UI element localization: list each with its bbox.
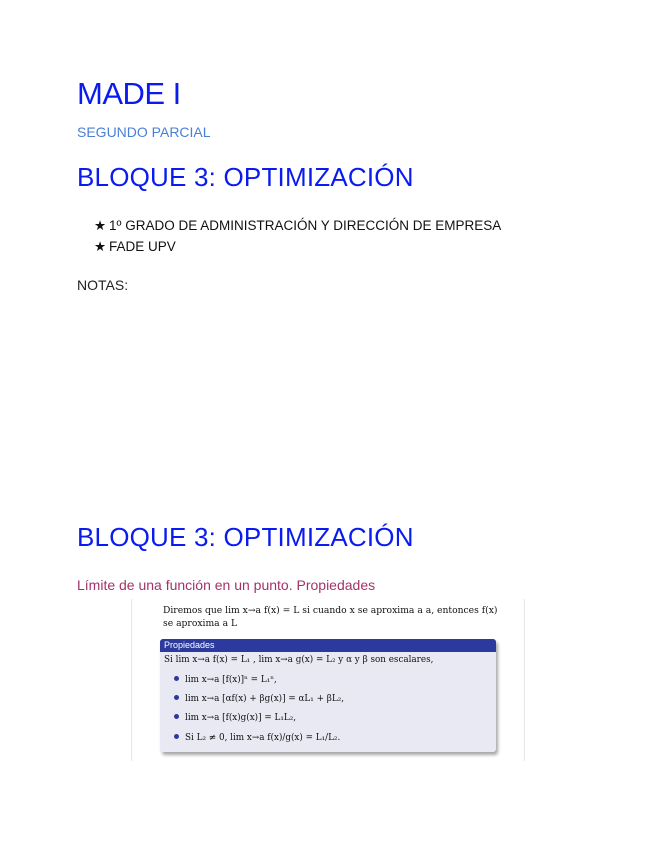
section-heading-2: BLOQUE 3: OPTIMIZACIÓN [77,522,414,552]
document-title: MADE I [77,76,181,111]
property-formula: lim x→a [αf(x) + βg(x)] = αL₁ + βL₂, [185,694,345,704]
slide-intro-line: se aproxima a L [163,618,238,629]
slide-intro-line: Diremos que lim x→a f(x) = L si cuando x se aproxima a a, entonces f(x) [163,605,498,616]
list-item [174,694,344,704]
property-formula: lim x→a [f(x)]ⁿ = L₁ⁿ, [185,675,277,685]
property-formula: Si L₂ ≠ 0, lim x→a f(x)/g(x) = L₁/L₂. [185,733,341,743]
properties-condition: Si lim x→a f(x) = L₁ , lim x→a g(x) = L₂ y α y β son escalares, [164,655,434,665]
notes-label: NOTAS: [77,277,129,293]
list-item [174,713,296,723]
star-icon: ★ [94,218,107,233]
star-icon: ★ [94,239,107,254]
properties-box-title: Propiedades [160,639,496,652]
bullet-text: 1º GRADO DE ADMINISTRACIÓN Y DIRECCIÓN DE EMPRESA [109,218,502,233]
list-item [174,675,277,685]
property-formula: lim x→a [f(x)g(x)] = L₁L₂, [185,713,297,723]
properties-box [160,639,496,752]
bullet-ball-icon [174,714,179,719]
list-item [94,215,501,236]
list-item [174,733,340,743]
bullet-ball-icon [174,734,179,739]
embedded-slide [131,599,525,761]
bullet-ball-icon [174,676,179,681]
bullet-ball-icon [174,695,179,700]
slide-intro-text [163,604,513,630]
slide-caption: Límite de una función en un punto. Propiedades [77,577,376,593]
document-subtitle: SEGUNDO PARCIAL [77,124,211,140]
section-heading-1: BLOQUE 3: OPTIMIZACIÓN [77,162,414,192]
bullet-text: FADE UPV [109,239,176,254]
info-bullet-list [94,215,501,257]
list-item [94,236,501,257]
